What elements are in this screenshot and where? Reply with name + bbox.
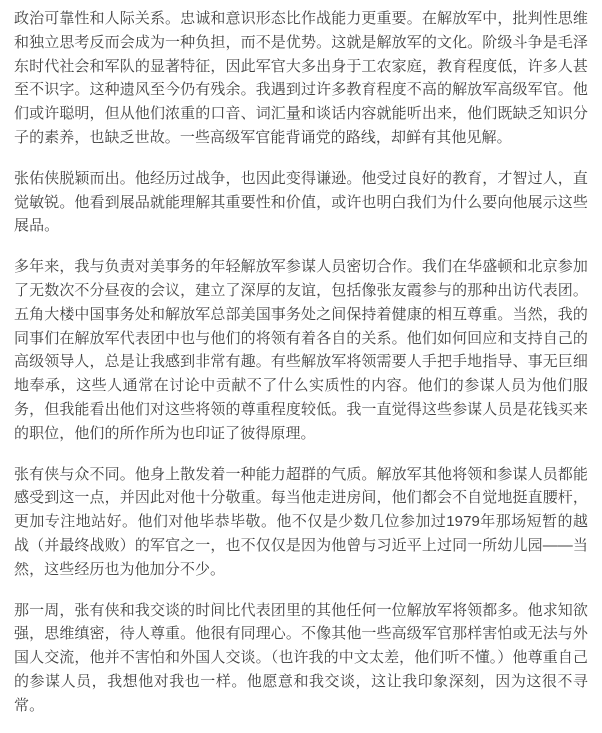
paragraph-1: 政治可靠性和人际关系。忠诚和意识形态比作战能力更重要。在解放军中，批判性思维和独立思考反而会成为一种负担，而不是优势。这就是解放军的文化。阶级斗争是毛泽东时代社会和军队的显著特征，因此军官大多出身于工农家庭，教育程度低，许多人甚至不识字。这种遗风至今仍有残余。我遇到过许多教育程度不高的解放军高级军官。他们或许聪明，但从他们浓重的口音、词汇量和谈话内容就能听出来，他们既缺乏知识分子的素养，也缺乏世故。一些高级军官能背诵党的路线，却鲜有其他见解。 bbox=[14, 10, 588, 146]
paragraph-2: 张佑侠脱颖而出。他经历过战争，也因此变得谦逊。他受过良好的教育，才智过人，直觉敏锐。他看到展品就能理解其重要性和价值，或许也明白我们为什么要向他展示这些展品。 bbox=[14, 169, 588, 235]
paragraph-5: 那一周，张有侠和我交谈的时间比代表团里的其他任何一位解放军将领都多。他求知欲强，思维缜密，待人尊重。他很有同理心。不像其他一些高级军官那样害怕或无法与外国人交流，他并不害怕和外国人交谈。（也许我的中文太差，他们听不懂。）他尊重自己的参谋人员，我想他对我也一样。他愿意和我交谈，这让我印象深刻，因为这很不寻常。 bbox=[14, 601, 588, 714]
paragraph-4: 张有侠与众不同。他身上散发着一种能力超群的气质。解放军其他将领和参谋人员都能感受到这一点，并因此对他十分敬重。每当他走进房间，他们都会不自觉地挺直腰杆，更加专注地站好。他们对他毕恭毕敬。他不仅是少数几位参加过1979年那场短暂的越战（并最终战败）的军官之一，也不仅仅是因为他曾与习近平上过同一所幼儿园——当然，这些经历也为他加分不少。 bbox=[14, 465, 588, 578]
paragraph-3: 多年来，我与负责对美事务的年轻解放军参谋人员密切合作。我们在华盛顿和北京参加了无数次不分昼夜的会议，建立了深厚的友谊，包括像张友霞参与的那种出访代表团。五角大楼中国事务处和解放军总部美国事务处之间保持着健康的相互尊重。当然，我的同事们在解放军代表团中也与他们的将领有着各自的关系。他们如何回应和支持自己的高级领导人，总是让我感到非常有趣。有些解放军将领需要人手把手地指导、事无巨细地奉承，这些人通常在讨论中贡献不了什么实质性的内容。他们的参谋人员为他们服务，但我能看出他们对这些将领的尊重程度较低。我一直觉得这些参谋人员是花钱买来的职位，他们的所作所为也印证了彼得原理。 bbox=[14, 258, 588, 442]
